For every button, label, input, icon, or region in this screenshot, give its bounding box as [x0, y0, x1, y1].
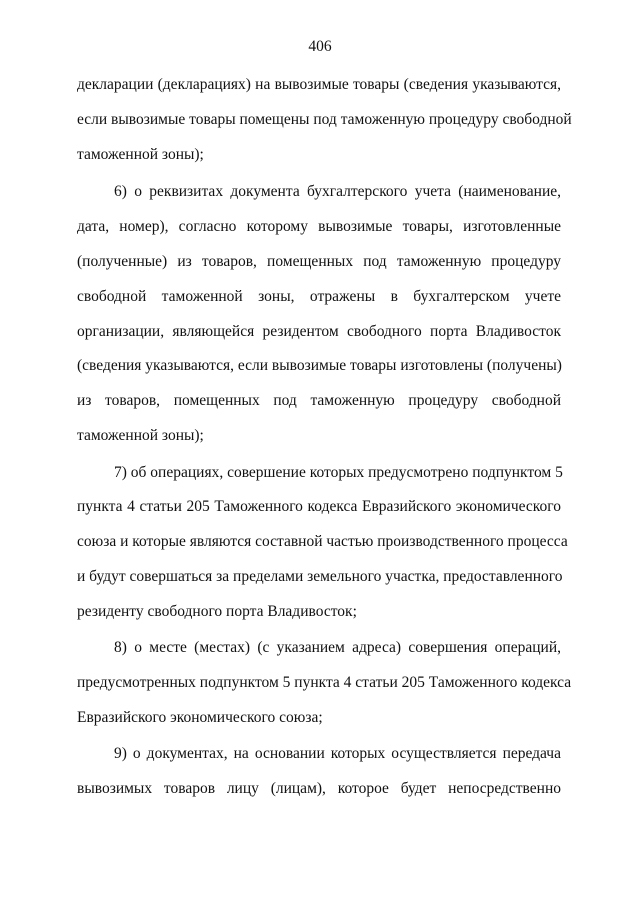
text-line: таможенной зоны); [77, 427, 204, 444]
text-line: вывозимых товаров лицу (лицам), которое будет непосредственно [77, 780, 561, 797]
text-line: и будут совершаться за пределами земельного участка, предоставленного [77, 568, 563, 585]
page-number: 406 [308, 38, 332, 55]
text-line: свободной таможенной зоны, отражены в бухгалтерском учете [77, 288, 561, 305]
text-line: Евразийского экономического союза; [77, 709, 323, 726]
text-line: 6) о реквизитах документа бухгалтерского учета (наименование, [114, 183, 561, 200]
text-line: 7) об операциях, совершение которых предусмотрено подпунктом 5 [114, 464, 563, 481]
text-line: 8) о месте (местах) (с указанием адреса) совершения операций, [114, 639, 561, 656]
text-line: союза и которые являются составной частью производственного процесса [77, 533, 568, 550]
text-line: предусмотренных подпунктом 5 пункта 4 статьи 205 Таможенного кодекса [77, 674, 572, 691]
text-line: пункта 4 статьи 205 Таможенного кодекса Евразийского экономического [77, 498, 561, 515]
text-line: резиденту свободного порта Владивосток; [77, 603, 357, 620]
text-line: если вывозимые товары помещены под таможенную процедуру свободной [77, 111, 572, 128]
text-line: дата, номер), согласно которому вывозимые товары, изготовленные [77, 218, 561, 235]
text-line: из товаров, помещенных под таможенную процедуру свободной [77, 392, 561, 409]
text-line: организации, являющейся резидентом свободного порта Владивосток [77, 323, 561, 340]
text-line: таможенной зоны); [77, 146, 204, 163]
text-line: (полученные) из товаров, помещенных под таможенную процедуру [77, 253, 561, 270]
text-line: (сведения указываются, если вывозимые товары изготовлены (получены) [77, 357, 562, 374]
text-line: декларации (декларациях) на вывозимые товары (сведения указываются, [77, 76, 561, 93]
text-line: 9) о документах, на основании которых осуществляется передача [114, 745, 561, 762]
